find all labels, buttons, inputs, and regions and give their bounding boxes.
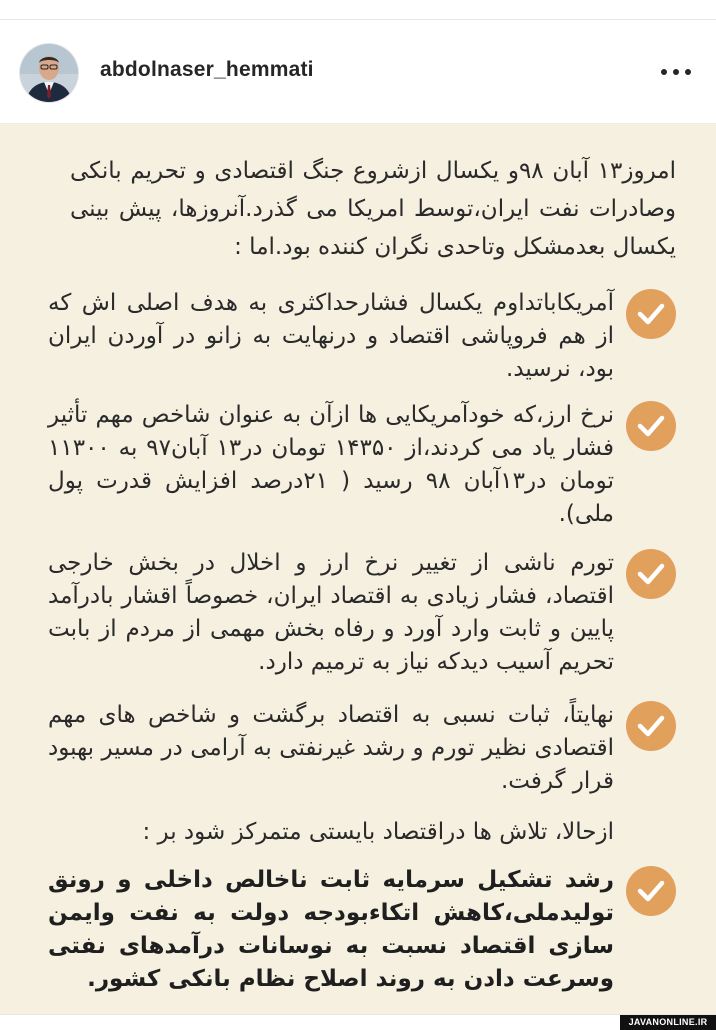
more-options-icon[interactable] (656, 60, 696, 84)
check-icon (626, 866, 676, 916)
check-icon (626, 289, 676, 339)
avatar[interactable] (20, 44, 78, 102)
watermark: JAVANONLINE.IR (620, 1015, 716, 1030)
footer-bar (0, 1014, 716, 1030)
list-item-text: آمریکاباتداوم یکسال فشارحداکثری به هدف اصلی اش که از هم فروپاشی اقتصاد و درنهایت به زانو در آوردن ایران بود، نرسید. (48, 290, 614, 382)
check-icon (626, 549, 676, 599)
top-bar (0, 0, 716, 20)
list-item-text: نهایتاً، ثبات نسبی به اقتصاد برگشت و شاخص های مهم اقتصادی نظیر تورم و رشد غیرنفتی به آرامی در مسیر بهبود قرار گرفت. (48, 702, 614, 794)
post-image-content (0, 124, 716, 1014)
list-item-text-bold: رشد تشکیل سرمایه ثابت ناخالص داخلی و رونق تولیدملی،کاهش اتکاءبودجه دولت به نفت وایمن سازی اقتصاد نسبت به نوسانات درآمدهای نفتی وسرعت دادن به روند اصلاح نظام بانکی کشور. (48, 867, 614, 992)
check-icon (626, 701, 676, 751)
intro-paragraph: امروز۱۳ آبان ۹۸و یکسال ازشروع جنگ اقتصادی و تحریم بانکی وصادرات نفت ایران،توسط امریکا می گذرد.آنروزها، پیش بینی یکسال بعدمشکل وتاحدی نگران کننده بود.اما : (70, 158, 676, 260)
focus-line: ازحالا، تلاش ها دراقتصاد بایستی متمرکز شود بر : (142, 819, 614, 845)
list-item-text: تورم ناشی از تغییر نرخ ارز و اخلال در بخش خارجی اقتصاد، فشار زیادی به اقتصاد ایران، خصوصاً اقشار بادرآمد پایین و ثابت وارد آورد و رفاه بخش مهمی از مردم از بابت تحریم آسیب دیدکه نیاز به ترمیم دارد. (48, 550, 614, 675)
username[interactable]: abdolnaser_hemmati (100, 58, 314, 81)
check-icon (626, 401, 676, 451)
list-item-text: نرخ ارز،که خودآمریکایی ها ازآن به عنوان شاخص مهم تأثیر فشار یاد می کردند،از ۱۴۳۵۰ تومان در۱۳ آبان۹۷ به ۱۱۳۰۰ تومان در۱۳آبان ۹۸ رسید ( ۲۱درصد افزایش قدرت پول ملی). (48, 402, 614, 527)
avatar-photo (20, 44, 78, 102)
post-header (0, 20, 716, 124)
